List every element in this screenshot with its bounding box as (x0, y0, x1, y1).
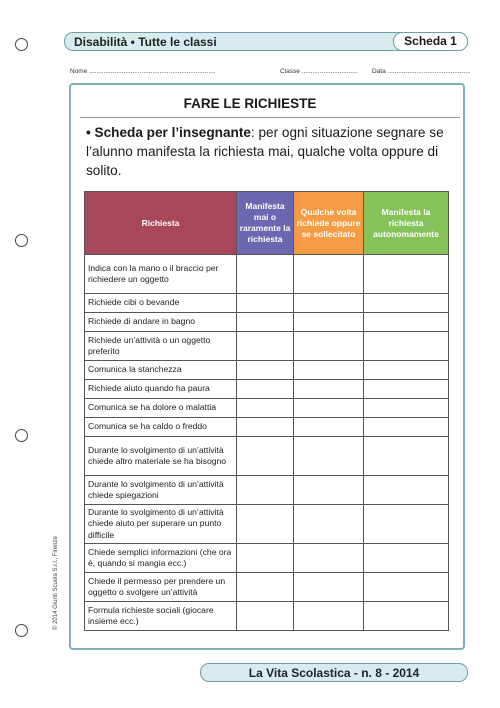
header-mai: Manifesta mai o raramente la richiesta (237, 192, 294, 255)
row-label: Richiede aiuto quando ha paura (85, 380, 237, 399)
instruction-bold: • Scheda per l’insegnante (86, 125, 251, 140)
checkbox-cell-autonoma[interactable] (364, 602, 449, 631)
page-title: FARE LE RICHIESTE (183, 96, 317, 111)
instruction-text (86, 124, 462, 180)
row-label: Comunica la stanchezza (85, 361, 237, 380)
table-header-row (85, 192, 449, 255)
header-autonomamente: Manifesta la richiesta autonomamente (364, 192, 449, 255)
row-label: Comunica se ha dolore o malattia (85, 399, 237, 418)
checkbox-cell-mai[interactable] (237, 505, 294, 544)
checkbox-cell-autonoma[interactable] (364, 505, 449, 544)
row-label: Richiede un’attività o un oggetto preferito (85, 332, 237, 361)
copyright-note: © 2014 Giunti Scuola S.r.l., Firenze (53, 536, 59, 630)
table-row (85, 399, 449, 418)
row-label: Durante lo svolgimento di un’attività chiede aiuto per superare un punto difficile (85, 505, 237, 544)
checkbox-cell-mai[interactable] (237, 476, 294, 505)
row-label: Chiede semplici informazioni (che ora è, quando si mangia ecc.) (85, 544, 237, 573)
checkbox-cell-autonoma[interactable] (364, 476, 449, 505)
binder-hole-icon (15, 38, 28, 51)
header-title: Disabilità • Tutte le classi (74, 35, 217, 49)
checkbox-cell-mai[interactable] (237, 332, 294, 361)
footer-text: La Vita Scolastica - n. 8 - 2014 (248, 666, 420, 680)
checkbox-cell-qualche[interactable] (294, 332, 364, 361)
row-label: Durante lo svolgimento di un’attività chiede spiegazioni (85, 476, 237, 505)
checkbox-cell-autonoma[interactable] (364, 332, 449, 361)
header-bar (64, 32, 468, 51)
table-row (85, 380, 449, 399)
row-label: Richiede di andare in bagno (85, 313, 237, 332)
checkbox-cell-qualche[interactable] (294, 573, 364, 602)
instruction-rest: : per ogni situazione segnare se l’alunno manifesta la richiesta mai, qualche volta oppure di solito. (86, 125, 444, 178)
checkbox-cell-autonoma[interactable] (364, 399, 449, 418)
checkbox-cell-qualche[interactable] (294, 418, 364, 437)
checklist-table (84, 191, 449, 631)
footer-bar (200, 663, 468, 682)
row-label: Chiede il permesso per prendere un oggetto o svolgere un’attività (85, 573, 237, 602)
checkbox-cell-mai[interactable] (237, 602, 294, 631)
table-row (85, 255, 449, 294)
checkbox-cell-autonoma[interactable] (364, 573, 449, 602)
table-row (85, 573, 449, 602)
data-field[interactable]: Data .............................................. (372, 68, 471, 75)
row-label: Comunica se ha caldo o freddo (85, 418, 237, 437)
checkbox-cell-mai[interactable] (237, 573, 294, 602)
checkbox-cell-mai[interactable] (237, 255, 294, 294)
checkbox-cell-qualche[interactable] (294, 294, 364, 313)
checkbox-cell-mai[interactable] (237, 544, 294, 573)
binder-hole-icon (15, 234, 28, 247)
checkbox-cell-qualche[interactable] (294, 476, 364, 505)
table-row (85, 437, 449, 476)
checkbox-cell-mai[interactable] (237, 437, 294, 476)
binder-hole-icon (15, 429, 28, 442)
table-row (85, 294, 449, 313)
checkbox-cell-qualche[interactable] (294, 399, 364, 418)
table-row (85, 418, 449, 437)
checkbox-cell-autonoma[interactable] (364, 437, 449, 476)
row-label: Formula richieste sociali (giocare insieme ecc.) (85, 602, 237, 631)
table-row (85, 602, 449, 631)
checkbox-cell-qualche[interactable] (294, 380, 364, 399)
checkbox-cell-autonoma[interactable] (364, 380, 449, 399)
checkbox-cell-mai[interactable] (237, 361, 294, 380)
binder-hole-icon (15, 624, 28, 637)
checkbox-cell-qualche[interactable] (294, 437, 364, 476)
row-label: Indica con la mano o il braccio per richiedere un oggetto (85, 255, 237, 294)
checkbox-cell-mai[interactable] (237, 294, 294, 313)
checkbox-cell-mai[interactable] (237, 313, 294, 332)
table-row (85, 505, 449, 544)
checkbox-cell-qualche[interactable] (294, 505, 364, 544)
row-label: Richiede cibi o bevande (85, 294, 237, 313)
checkbox-cell-autonoma[interactable] (364, 544, 449, 573)
nome-field[interactable]: Nome ...................................................................... (70, 68, 216, 75)
checkbox-cell-qualche[interactable] (294, 361, 364, 380)
checkbox-cell-autonoma[interactable] (364, 361, 449, 380)
classe-field[interactable]: Classe ............................... (280, 68, 358, 75)
table-row (85, 476, 449, 505)
checkbox-cell-qualche[interactable] (294, 255, 364, 294)
checkbox-cell-mai[interactable] (237, 418, 294, 437)
checkbox-cell-qualche[interactable] (294, 544, 364, 573)
checkbox-cell-mai[interactable] (237, 399, 294, 418)
header-qualche-volta: Qualche volta richiede oppure se sollecitato (294, 192, 364, 255)
checkbox-cell-autonoma[interactable] (364, 255, 449, 294)
table-row (85, 313, 449, 332)
table-row (85, 332, 449, 361)
checkbox-cell-autonoma[interactable] (364, 313, 449, 332)
checkbox-cell-autonoma[interactable] (364, 418, 449, 437)
header-richiesta: Richiesta (85, 192, 237, 255)
row-label: Durante lo svolgimento di un’attività chiede altro materiale se ha bisogno (85, 437, 237, 476)
scheda-label: Scheda 1 (393, 32, 468, 51)
title-divider (80, 117, 460, 118)
table-row (85, 361, 449, 380)
checkbox-cell-autonoma[interactable] (364, 294, 449, 313)
checkbox-cell-qualche[interactable] (294, 602, 364, 631)
table-row (85, 544, 449, 573)
checkbox-cell-qualche[interactable] (294, 313, 364, 332)
checkbox-cell-mai[interactable] (237, 380, 294, 399)
